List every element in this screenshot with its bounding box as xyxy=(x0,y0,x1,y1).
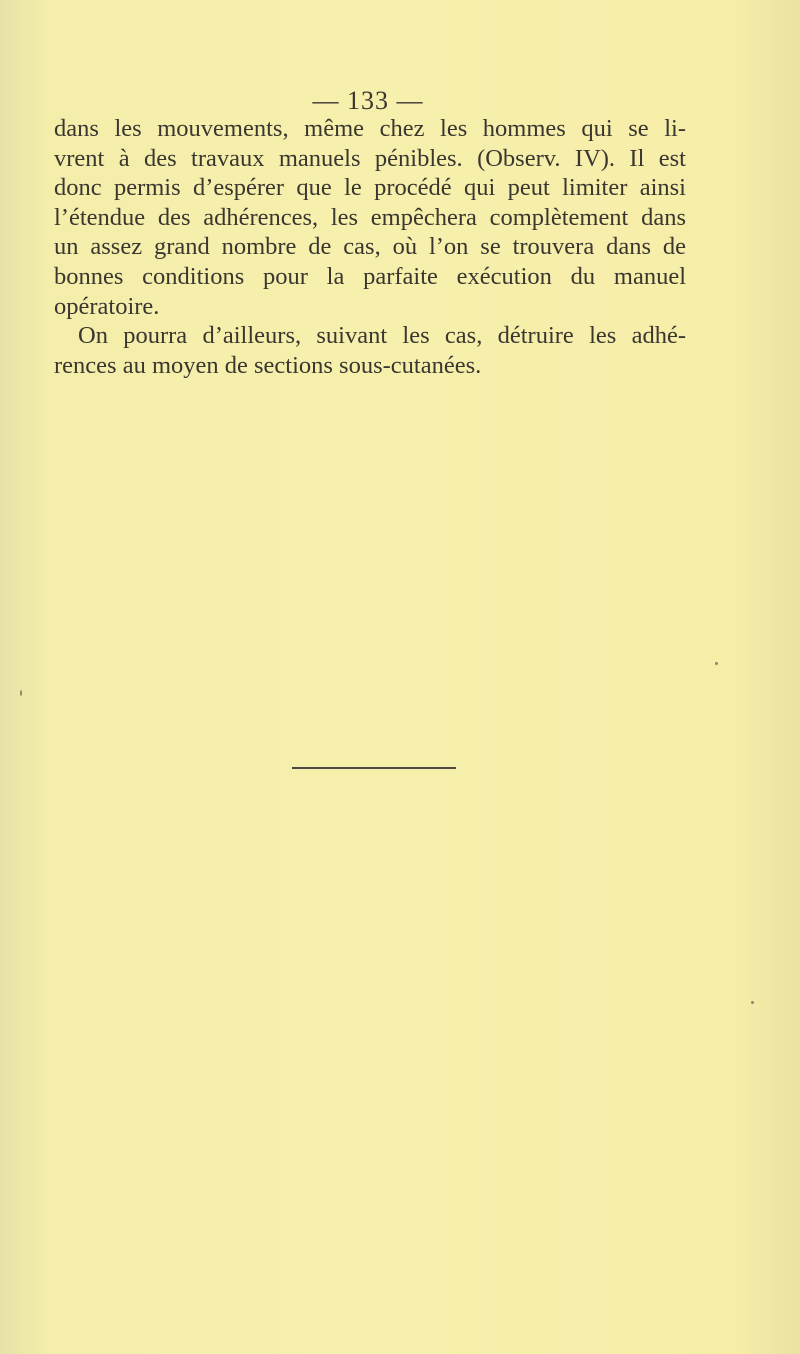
text-line: bonnes conditions pour la parfaite exécution du manuel xyxy=(54,262,686,290)
text-line: donc permis d’espérer que le procédé qui peut limiter ainsi xyxy=(54,174,686,202)
page-number: — 133 — xyxy=(312,86,424,115)
text-line: l’étendue des adhérences, les empêchera complètement dans xyxy=(54,203,686,231)
paper-speck xyxy=(751,1001,754,1004)
text-line: opératoire. xyxy=(54,292,160,320)
text-line: un assez grand nombre de cas, où l’on se trouvera dans de xyxy=(54,233,686,261)
text-line: dans les mouvements, même chez les hommes qui se li- xyxy=(54,115,686,142)
end-rule xyxy=(292,767,456,769)
body-text xyxy=(54,114,686,380)
text-line: rences au moyen de sections sous-cutanées. xyxy=(54,351,482,379)
text-line: vrent à des travaux manuels pénibles. (Observ. IV). Il est xyxy=(54,144,686,172)
paper-speck xyxy=(20,690,22,696)
text-line: On pourra d’ailleurs, suivant les cas, détruire les adhé- xyxy=(78,322,686,350)
paper-speck xyxy=(715,662,718,665)
